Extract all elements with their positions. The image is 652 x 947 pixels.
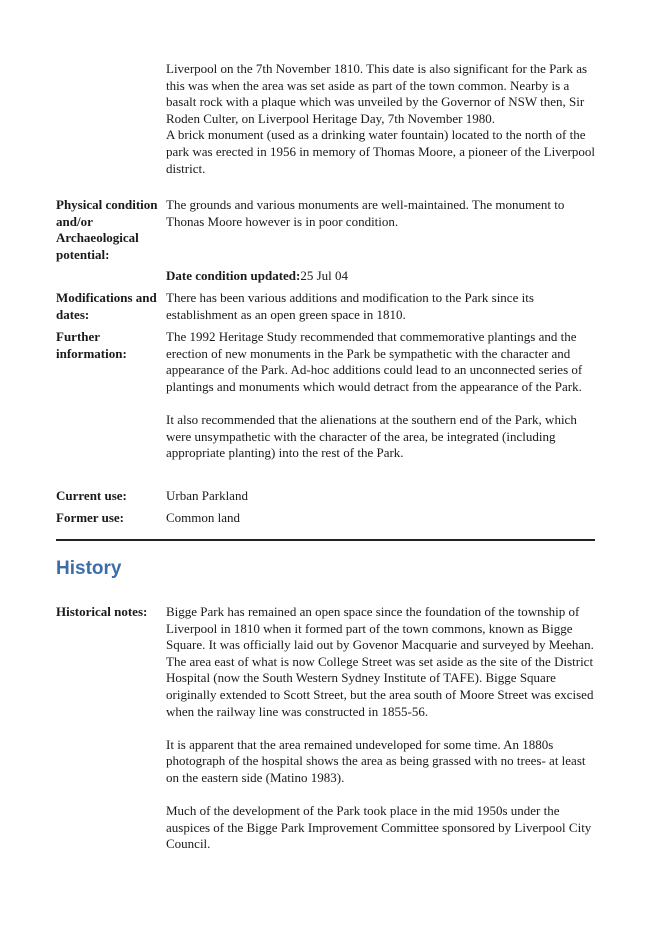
current-use-value: Urban Parkland xyxy=(166,488,248,503)
further-information-paragraph: The 1992 Heritage Study recommended that commemorative plantings and the erection of new monuments in the Park be sympathetic with the character and appearance of the Park. Ad-hoc additions could lead to an unconnected series of plantings and monuments which would detract from the appearance of the Park. xyxy=(166,329,583,394)
historical-notes-text xyxy=(166,604,596,853)
physical-condition-text xyxy=(166,197,596,230)
description-paragraph: Liverpool on the 7th November 1810. This date is also significant for the Park as this was when the area was set aside as part of the town common. Nearby is a basalt rock with a plaque which was unveiled by the Governor of NSW then, Sir Roden Culter, on Liverpool Heritage Day, 7th November 1980. xyxy=(166,61,588,126)
description-paragraph: A brick monument (used as a drinking water fountain) located to the north of the park was erected in 1956 in memory of Thomas Moore, a pioneer of the Liverpool district. xyxy=(166,127,595,176)
modifications-text xyxy=(166,290,596,323)
further-information-label: Further information: xyxy=(56,329,127,361)
date-condition-value: 25 Jul 04 xyxy=(300,268,349,283)
historical-notes-label: Historical notes: xyxy=(56,604,148,619)
date-condition-text xyxy=(166,268,596,285)
physical-condition-paragraph: The grounds and various monuments are well-maintained. The monument to Thonas Moore however is in poor condition. xyxy=(166,197,565,229)
former-use-label: Former use: xyxy=(56,510,124,525)
modifications-paragraph: There has been various additions and modification to the Park since its establishment as an open green space in 1810. xyxy=(166,290,534,322)
historical-notes-paragraph: It is apparent that the area remained undeveloped for some time. An 1880s photograph of the hospital shows the area as being grassed with no trees- at least on the eastern side (Matino 1983). xyxy=(166,736,586,785)
historical-notes-paragraph: Bigge Park has remained an open space since the foundation of the township of Liverpool in 1810 when it formed part of the town commons, known as Bigge Square. It was officially laid out by Govenor Macquarie and surveyed by Meehan. The area east of what is now College Street was set aside as the site of the District Hospital (now the South Western Sydney Institute of TAFE). Bigge Square originally extended to Scott Street, but the area south of Moore Street was excised when the railway line was constructed in 1855-56. xyxy=(166,604,594,719)
historical-notes-paragraph: Much of the development of the Park took place in the mid 1950s under the auspices of the Bigge Park Improvement Committee sponsored by Liverpool City Council. xyxy=(166,803,592,852)
physical-condition-label: Physical condition and/or Archaeological potential: xyxy=(56,197,158,262)
further-information-text xyxy=(166,329,596,462)
history-heading: History xyxy=(56,558,122,579)
former-use-value: Common land xyxy=(166,510,241,525)
date-condition-label: Date condition updated: xyxy=(166,268,301,283)
description-continued-text xyxy=(166,61,596,177)
further-information-paragraph: It also recommended that the alienations at the southern end of the Park, which were unsympathetic with the character of the area, be integrated (including appropriate planting) into the rest of the Park. xyxy=(166,411,577,461)
section-divider xyxy=(56,539,595,541)
modifications-label: Modifications and dates: xyxy=(56,290,157,322)
current-use-label: Current use: xyxy=(56,488,127,503)
